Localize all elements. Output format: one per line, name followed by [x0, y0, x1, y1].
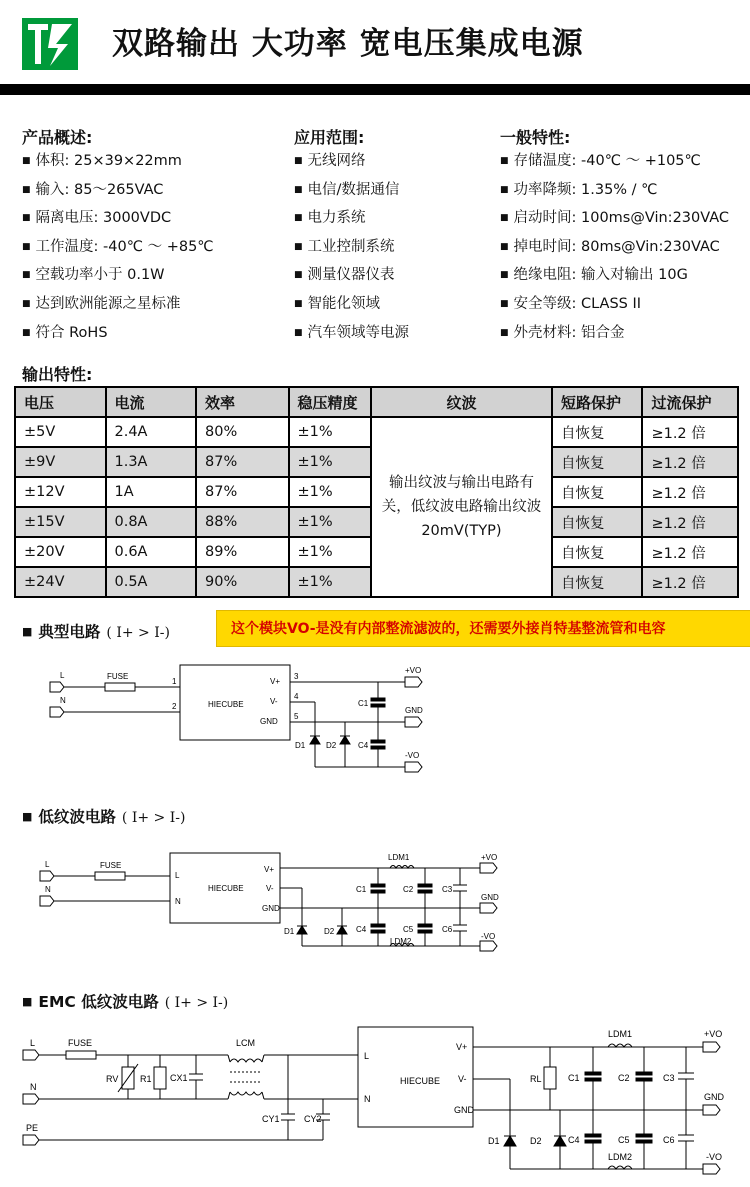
short-protection-cell: 自恢复 [552, 507, 643, 537]
overcurrent-cell: ≥1.2 倍 [642, 417, 738, 447]
label-C5: C5 [618, 1135, 630, 1145]
pin-vplus-label: V+ [270, 677, 281, 686]
section-title: 典型电路 [38, 623, 101, 641]
page-header [0, 0, 750, 95]
label-CY1: CY1 [262, 1114, 280, 1124]
applications-heading: 应用范围: [294, 128, 365, 147]
general-column [500, 125, 729, 348]
label-out-gnd: GND [704, 1092, 724, 1102]
list-item: ■ 无线网络 [294, 148, 409, 177]
section-title: EMC 低纹波电路 [38, 993, 159, 1011]
overcurrent-cell: ≥1.2 倍 [642, 507, 738, 537]
overcurrent-cell: ≥1.2 倍 [642, 447, 738, 477]
efficiency-cell: 87% [196, 447, 289, 477]
label-C5: C5 [403, 925, 414, 934]
applications-column [294, 125, 409, 348]
pin-vplus-label: V+ [264, 865, 275, 874]
label-out-pos: +VO [704, 1029, 723, 1039]
list-item: ■ 测量仪器仪表 [294, 262, 409, 291]
list-item: ■ 绝缘电阻: 输入对输出 10G [500, 262, 729, 291]
pin-gnd-label: GND [260, 717, 278, 726]
label-out-pos: +VO [405, 666, 422, 675]
voltage-cell: ±15V [15, 507, 106, 537]
list-item: ■ 安全等级: CLASS II [500, 291, 729, 320]
regulation-cell: ±1% [289, 417, 371, 447]
col-header-short-protection: 短路保护 [552, 387, 643, 417]
label-LDM2: LDM2 [390, 937, 412, 946]
module-pin-L: L [364, 1051, 370, 1061]
label-D1: D1 [488, 1136, 500, 1146]
label-D1: D1 [284, 927, 295, 936]
table-row [15, 417, 738, 447]
label-D2: D2 [530, 1136, 542, 1146]
label-D1: D1 [295, 741, 306, 750]
bullet-square-icon: ■ [22, 995, 33, 1008]
voltage-cell: ±20V [15, 537, 106, 567]
emc-circuit-diagram [18, 1022, 733, 1182]
short-protection-cell: 自恢复 [552, 477, 643, 507]
label-C6: C6 [663, 1135, 675, 1145]
pin-2-label: 2 [172, 702, 177, 711]
label-C4: C4 [358, 741, 369, 750]
typical-circuit-heading [22, 620, 170, 642]
label-D2: D2 [324, 927, 335, 936]
table-header-row [15, 387, 738, 417]
label-C1: C1 [358, 699, 369, 708]
label-C3: C3 [442, 885, 453, 894]
short-protection-cell: 自恢复 [552, 537, 643, 567]
label-LCM: LCM [236, 1038, 256, 1048]
regulation-cell: ±1% [289, 567, 371, 597]
header-divider [0, 84, 750, 95]
applications-list [294, 148, 409, 348]
label-RL: RL [530, 1074, 542, 1084]
label-LDM2: LDM2 [608, 1152, 633, 1162]
regulation-cell: ±1% [289, 537, 371, 567]
col-header-voltage: 电压 [15, 387, 106, 417]
short-protection-cell: 自恢复 [552, 567, 643, 597]
label-RV: RV [106, 1074, 119, 1084]
label-C6: C6 [442, 925, 453, 934]
section-condition: ( I+ > I-) [164, 995, 229, 1011]
company-logo-icon [22, 18, 78, 70]
pin-vminus-label: V- [266, 884, 274, 893]
list-item: ■ 电力系统 [294, 205, 409, 234]
low-ripple-circuit-diagram [20, 848, 520, 958]
pin-4-label: 4 [294, 692, 299, 701]
efficiency-cell: 80% [196, 417, 289, 447]
label-fuse: FUSE [107, 672, 129, 681]
page-title: 双路输出 大功率 宽电压集成电源 [112, 26, 584, 62]
section-title: 低纹波电路 [38, 808, 116, 826]
label-out-neg: -VO [405, 751, 420, 760]
section-condition: ( I+ > I-) [121, 810, 186, 826]
efficiency-cell: 87% [196, 477, 289, 507]
voltage-cell: ±5V [15, 417, 106, 447]
list-item: ■ 外壳材料: 铝合金 [500, 320, 729, 349]
list-item: ■ 智能化领域 [294, 291, 409, 320]
pin-1-label: 1 [172, 677, 177, 686]
efficiency-cell: 88% [196, 507, 289, 537]
label-C1: C1 [356, 885, 367, 894]
regulation-cell: ±1% [289, 447, 371, 477]
list-item: ■ 启动时间: 100ms@Vin:230VAC [500, 205, 729, 234]
current-cell: 0.8A [106, 507, 197, 537]
list-item: ■ 达到欧洲能源之星标准 [22, 291, 214, 320]
col-header-overcurrent: 过流保护 [642, 387, 738, 417]
label-CY2: CY2 [304, 1114, 322, 1124]
pin-vminus-label: V- [270, 697, 278, 706]
module-label: HIECUBE [208, 884, 244, 893]
label-L: L [30, 1038, 36, 1048]
overcurrent-cell: ≥1.2 倍 [642, 567, 738, 597]
pin-5-label: 5 [294, 712, 299, 721]
pin-gnd-label: GND [262, 904, 280, 913]
label-C2: C2 [618, 1073, 630, 1083]
current-cell: 0.5A [106, 567, 197, 597]
general-heading: 一般特性: [500, 128, 571, 147]
efficiency-cell: 90% [196, 567, 289, 597]
list-item: ■ 工作温度: -40℃ ～ +85℃ [22, 234, 214, 263]
general-list [500, 148, 729, 348]
output-heading: 输出特性: [22, 365, 93, 384]
label-C1: C1 [568, 1073, 580, 1083]
voltage-cell: ±24V [15, 567, 106, 597]
low-ripple-heading [22, 805, 185, 827]
list-item: ■ 输入: 85～265VAC [22, 177, 214, 206]
module-label: HIECUBE [400, 1076, 441, 1086]
label-out-neg: -VO [481, 932, 496, 941]
list-item: ■ 电信/数据通信 [294, 177, 409, 206]
output-spec-table [14, 386, 739, 598]
pin-vminus-label: V- [458, 1074, 467, 1084]
label-out-gnd: GND [405, 706, 423, 715]
label-fuse: FUSE [68, 1038, 93, 1048]
list-item: ■ 掉电时间: 80ms@Vin:230VAC [500, 234, 729, 263]
list-item: ■ 汽车领域等电源 [294, 320, 409, 349]
bullet-square-icon: ■ [22, 810, 33, 823]
regulation-cell: ±1% [289, 507, 371, 537]
label-C4: C4 [356, 925, 367, 934]
label-C4: C4 [568, 1135, 580, 1145]
short-protection-cell: 自恢复 [552, 447, 643, 477]
voltage-cell: ±12V [15, 477, 106, 507]
overview-heading: 产品概述: [22, 128, 93, 147]
label-L: L [60, 671, 65, 680]
module-pin-N: N [175, 897, 181, 906]
regulation-cell: ±1% [289, 477, 371, 507]
module-label: HIECUBE [208, 700, 244, 709]
bullet-square-icon: ■ [22, 625, 33, 638]
pin-vplus-label: V+ [456, 1042, 468, 1052]
list-item: ■ 符合 RoHS [22, 320, 214, 349]
current-cell: 2.4A [106, 417, 197, 447]
overcurrent-cell: ≥1.2 倍 [642, 537, 738, 567]
label-fuse: FUSE [100, 861, 122, 870]
col-header-current: 电流 [106, 387, 197, 417]
label-out-pos: +VO [481, 853, 498, 862]
label-N: N [60, 696, 66, 705]
label-N: N [45, 885, 51, 894]
overcurrent-cell: ≥1.2 倍 [642, 477, 738, 507]
label-L: L [45, 860, 50, 869]
label-out-neg: -VO [706, 1152, 723, 1162]
pin-gnd-label: GND [454, 1105, 474, 1115]
warning-notice: 这个模块VO-是没有内部整流滤波的，还需要外接肖特基整流管和电容 [216, 610, 750, 647]
list-item: ■ 体积: 25×39×22mm [22, 148, 214, 177]
current-cell: 1.3A [106, 447, 197, 477]
label-C3: C3 [663, 1073, 675, 1083]
list-item: ■ 存储温度: -40℃ ～ +105℃ [500, 148, 729, 177]
label-PE: PE [26, 1123, 39, 1133]
list-item: ■ 空载功率小于 0.1W [22, 262, 214, 291]
col-header-regulation: 稳压精度 [289, 387, 371, 417]
module-pin-L: L [175, 871, 180, 880]
label-R1: R1 [140, 1074, 152, 1084]
current-cell: 0.6A [106, 537, 197, 567]
pin-3-label: 3 [294, 672, 299, 681]
label-N: N [30, 1082, 37, 1092]
label-D2: D2 [326, 741, 337, 750]
section-condition: ( I+ > I-) [106, 625, 170, 641]
label-LDM1: LDM1 [388, 853, 410, 862]
ripple-note-cell: 输出纹波与输出电路有关，低纹波电路输出纹波 20mV(TYP) [371, 417, 552, 597]
emc-heading [22, 990, 228, 1012]
overview-list [22, 148, 214, 348]
label-LDM1: LDM1 [608, 1029, 633, 1039]
list-item: ■ 工业控制系统 [294, 234, 409, 263]
voltage-cell: ±9V [15, 447, 106, 477]
col-header-ripple: 纹波 [371, 387, 552, 417]
label-out-gnd: GND [481, 893, 499, 902]
list-item: ■ 功率降频: 1.35% / ℃ [500, 177, 729, 206]
current-cell: 1A [106, 477, 197, 507]
efficiency-cell: 89% [196, 537, 289, 567]
module-pin-N: N [364, 1094, 371, 1104]
label-C2: C2 [403, 885, 414, 894]
typical-circuit-diagram [30, 660, 450, 780]
short-protection-cell: 自恢复 [552, 417, 643, 447]
list-item: ■ 隔离电压: 3000VDC [22, 205, 214, 234]
overview-column [22, 125, 214, 348]
label-CX1: CX1 [170, 1073, 188, 1083]
col-header-efficiency: 效率 [196, 387, 289, 417]
